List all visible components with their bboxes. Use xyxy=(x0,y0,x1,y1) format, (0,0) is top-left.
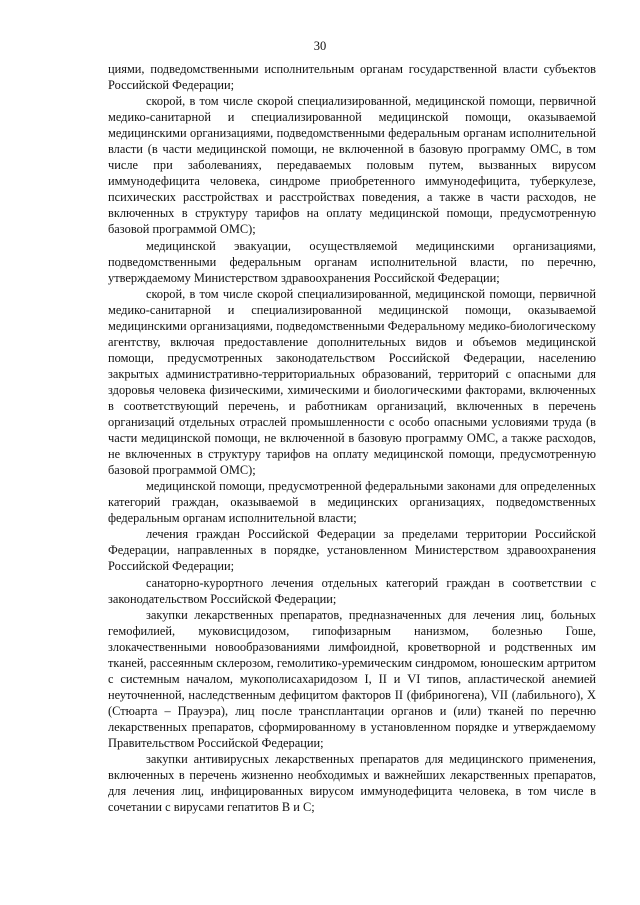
paragraph: медицинской эвакуации, осуществляемой медицинскими организациями, подведомственными федеральным органам исполнительной власти, по перечню, утверждаемому Министерством здравоохранения Российской Федерации; xyxy=(108,238,596,285)
paragraph: скорой, в том числе скорой специализированной, медицинской помощи, первичной медико-санитарной и специализированной медицинской помощи, оказываемой медицинскими организациями, подведомственными Федеральному медико-биологическому агентству, включая предоставление дополнительных видов и объемов медицинской помощи, предусмотренных законодательством Российской Федерации, населению закрытых административно-территориальных образований, территорий с опасными для здоровья человека физическими, химическими и биологическими факторами, включенных в соответствующий перечень, и работникам организаций, включенных в перечень организаций отдельных отраслей промышленности с особо опасными условиями труда (в части медицинской помощи, не включенной в базовую программу ОМС, а также расходов, не включенных в структуру тарифов на оплату медицинской помощи, предусмотренную базовой программой ОМС); xyxy=(108,286,596,478)
page-number: 30 xyxy=(313,39,327,53)
paragraph: циями, подведомственными исполнительным органам государственной власти субъектов Российской Федерации; xyxy=(108,62,596,93)
paragraph: закупки антивирусных лекарственных препаратов для медицинского применения, включенных в перечень жизненно необходимых и важнейших лекарственных препаратов, для лечения лиц, инфицированных вирусом иммунодефицита человека, в том числе в сочетании с вирусами гепатитов B и C; xyxy=(108,752,596,815)
paragraph: лечения граждан Российской Федерации за пределами территории Российской Федерации, направленных в порядке, установленном Министерством здравоохранения Российской Федерации; xyxy=(108,527,596,574)
document-body xyxy=(108,61,596,815)
paragraph: медицинской помощи, предусмотренной федеральными законами для определенных категорий граждан, оказываемой в медицинских организациях, подведомственных федеральным органам исполнительной власти; xyxy=(108,479,596,526)
paragraph: скорой, в том числе скорой специализированной, медицинской помощи, первичной медико-санитарной и специализированной медицинской помощи, оказываемой медицинскими организациями, подведомственными федеральным органам исполнительной власти (в части медицинской помощи, не включенной в базовую программу ОМС, в том числе при заболеваниях, передаваемых половым путем, вызванных вирусом иммунодефицита человека, синдроме приобретенного иммунодефицита, туберкулезе, психических расстройствах и расстройствах поведения, а также в части расходов, не включенных в структуру тарифов на оплату медицинской помощи, предусмотренную базовой программой ОМС); xyxy=(108,94,596,237)
paragraph: санаторно-курортного лечения отдельных категорий граждан в соответствии с законодательством Российской Федерации; xyxy=(108,575,596,606)
paragraph: закупки лекарственных препаратов, предназначенных для лечения лиц, больных гемофилией, муковисцидозом, гипофизарным нанизмом, болезнью Гоше, злокачественными новообразованиями лимфоидной, кроветворной и родственных им тканей, рассеянным склерозом, гемолитико-уремическим синдромом, юношеским артритом с системным началом, мукополисахаридозом I, II и VI типов, апластической анемией неуточненной, наследственным дефицитом факторов II (фибриногена), VII (лабильного), X (Стюарта – Прауэра), лиц после трансплантации органов и (или) тканей по перечню лекарственных препаратов, сформированному в установленном порядке и утверждаемому Правительством Российской Федерации; xyxy=(108,607,596,750)
